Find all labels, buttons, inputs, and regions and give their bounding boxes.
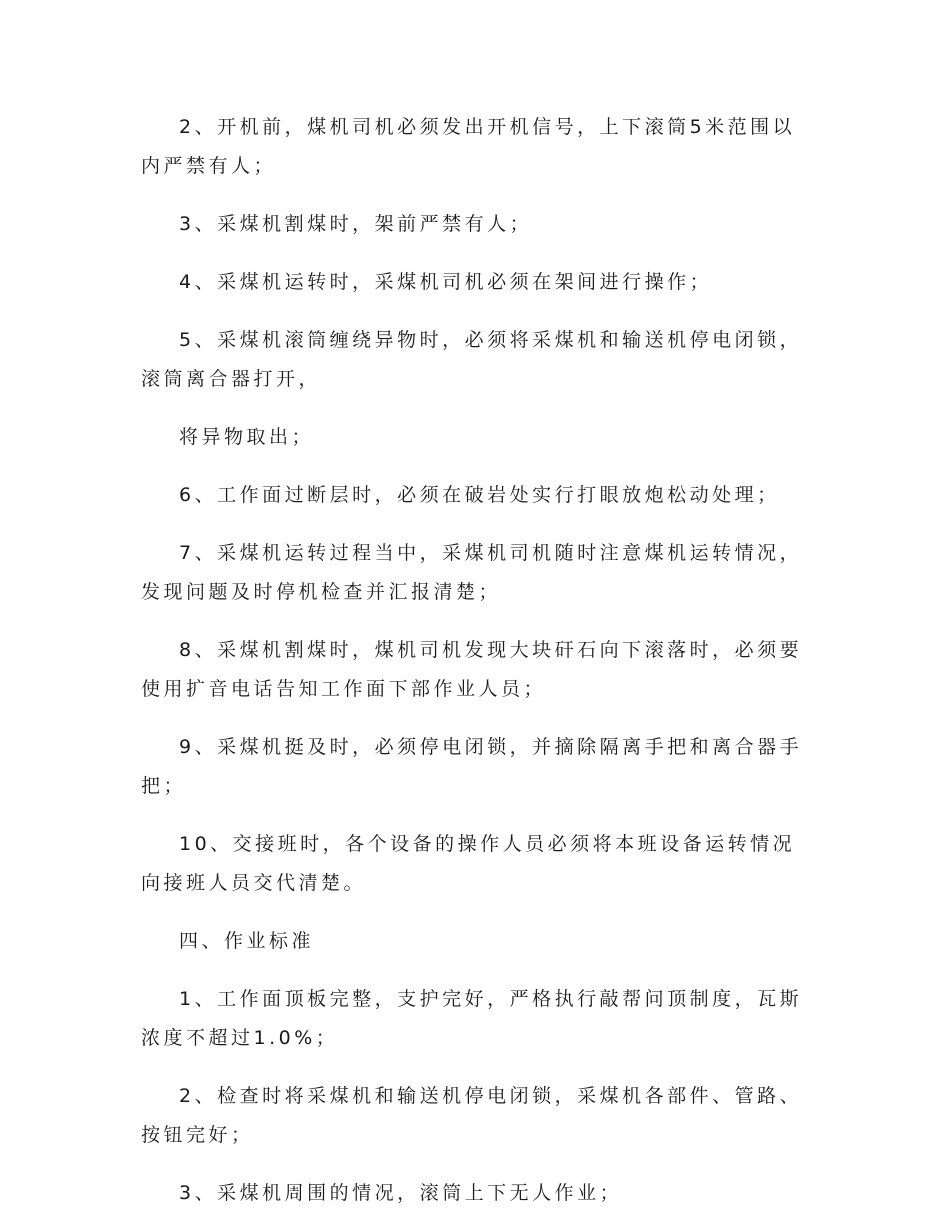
paragraph-rockfall-warning: 8、采煤机割煤时，煤机司机发现大块矸石向下滚落时，必须要使用扩音电话告知工作面下部作业人员； <box>141 639 803 700</box>
paragraph-remove-debris: 将异物取出； <box>179 426 315 448</box>
paragraph-startup-signal: 2、开机前，煤机司机必须发出开机信号，上下滚筒5米范围以内严禁有人； <box>141 116 796 177</box>
paragraph-inspection: 2、检查时将采煤机和输送机停电闭锁，采煤机各部件、管路、按钮完好； <box>141 1085 803 1146</box>
paragraph-surroundings: 3、采煤机周围的情况，滚筒上下无人作业； <box>179 1182 623 1204</box>
paragraph-shift-handover: 10、交接班时，各个设备的操作人员必须将本班设备运转情况向接班人员交代清楚。 <box>141 833 796 894</box>
paragraph-running-monitoring: 7、采煤机运转过程当中，采煤机司机随时注意煤机运转情况，发现问题及时停机检查并汇报清楚； <box>141 542 803 603</box>
document-body <box>141 108 811 1232</box>
paragraph-lockout: 9、采煤机挺及时，必须停电闭锁，并摘除隔离手把和离合器手把； <box>141 736 803 797</box>
paragraph-drum-entanglement: 5、采煤机滚筒缠绕异物时，必须将采煤机和输送机停电闭锁，滚筒离合器打开， <box>141 329 803 390</box>
paragraph-operation-position: 4、采煤机运转时，采煤机司机必须在架间进行操作； <box>179 271 713 293</box>
paragraph-fault-crossing: 6、工作面过断层时，必须在破岩处实行打眼放炮松动处理； <box>179 484 780 506</box>
section-heading-work-standards: 四、作业标准 <box>179 930 315 952</box>
paragraph-roof-support: 1、工作面顶板完整，支护完好，严格执行敲帮问顶制度，瓦斯浓度不超过1.0%； <box>141 988 803 1049</box>
paragraph-cutting-front: 3、采煤机割煤时，架前严禁有人； <box>179 213 533 235</box>
